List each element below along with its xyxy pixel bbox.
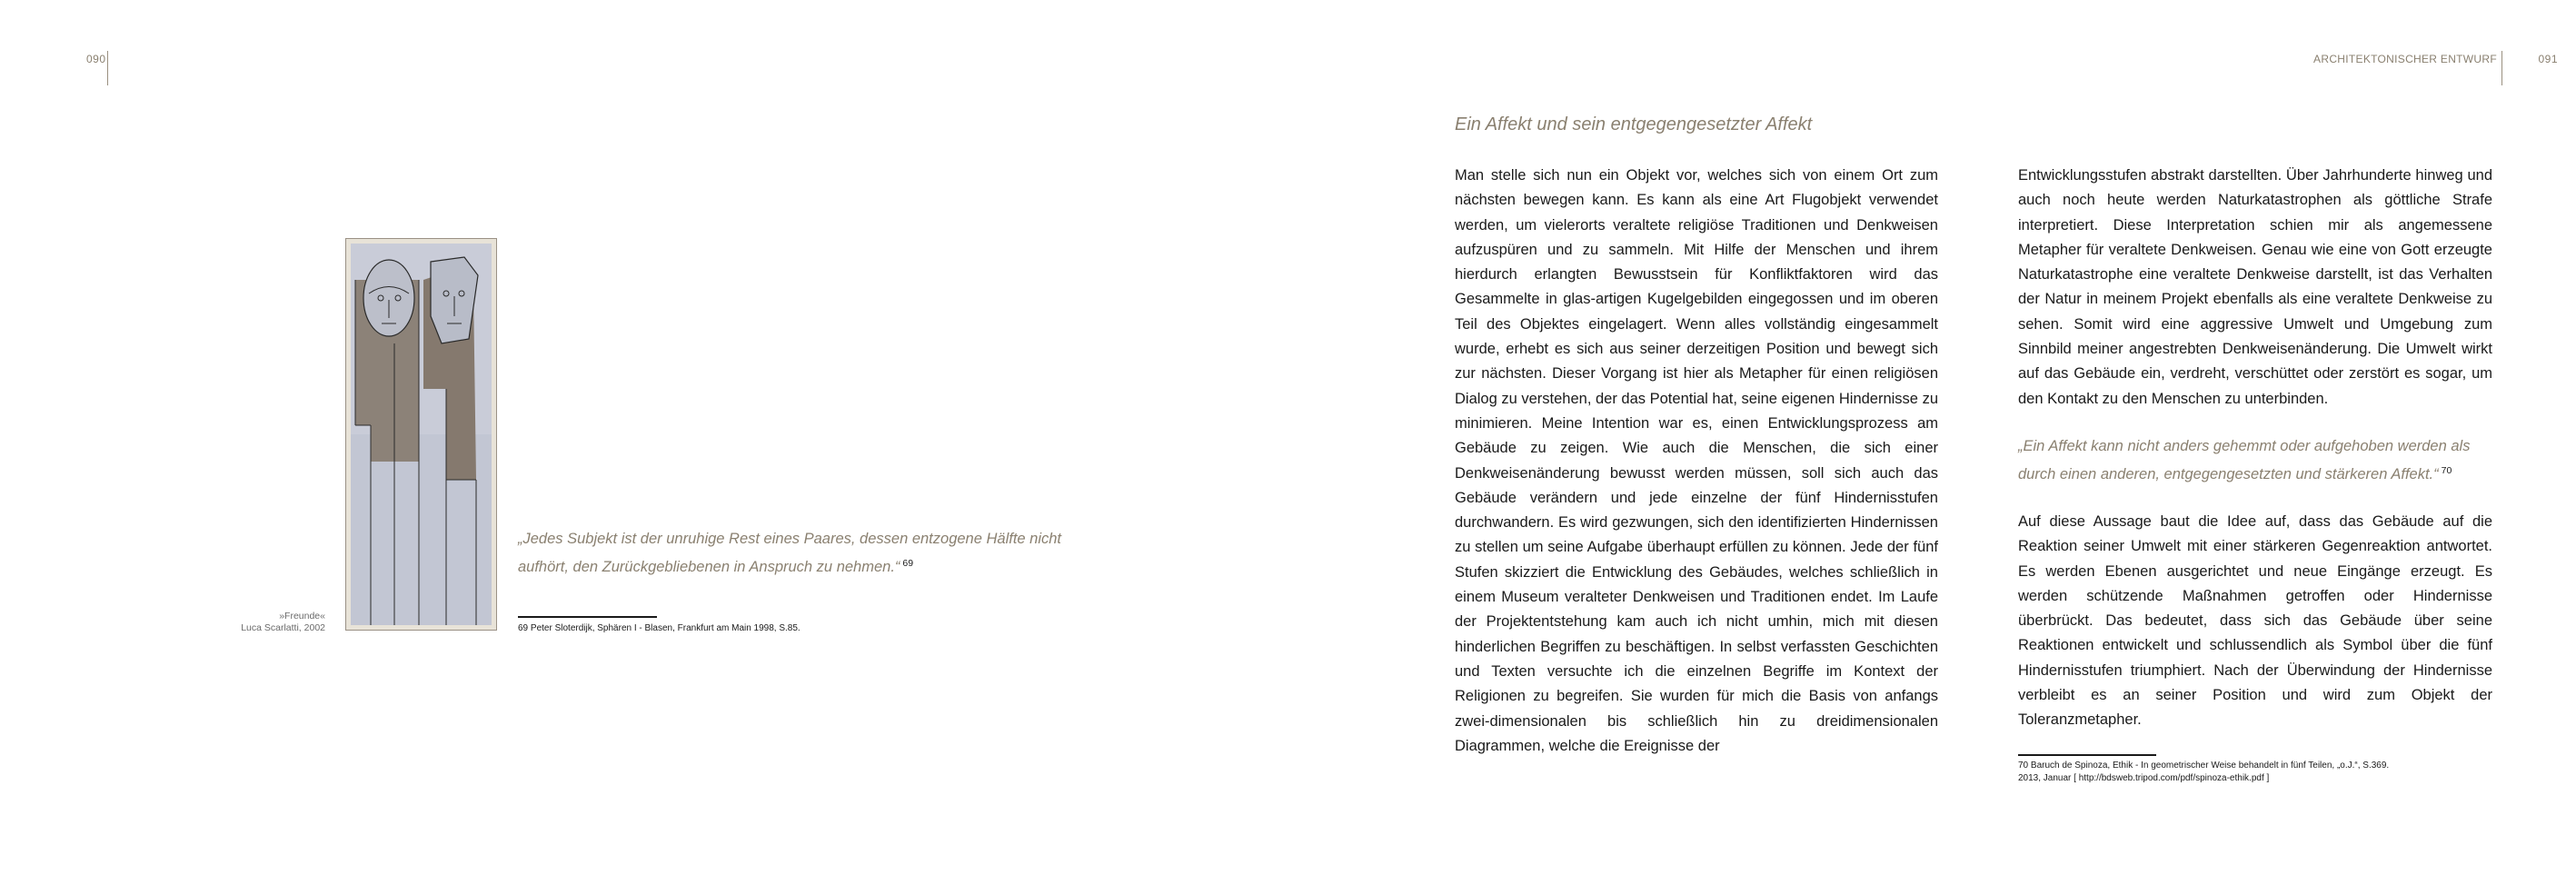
quote-text: „Jedes Subjekt ist der unruhige Rest eines Paares, dessen entzogene Hälfte nicht aufhört, den Zurückgebliebenen in Anspruch zu nehmen.“: [518, 531, 1062, 575]
image-caption: [177, 611, 325, 634]
quote-footnote-ref: 69: [902, 558, 914, 569]
page-number-right: 091: [2538, 53, 2558, 65]
artwork-freunde: [345, 238, 497, 631]
page-number-rule-left: [107, 51, 108, 85]
right-page: [1288, 0, 2576, 885]
footnote-69: 69 Peter Sloterdijk, Sphären I - Blasen, Frankfurt am Main 1998, S.85.: [518, 623, 801, 633]
footnote-70-line-1: 70 Baruch de Spinoza, Ethik - In geometrischer Weise behandelt in fünf Teilen, „o.J.“, S.369.: [2018, 761, 2390, 771]
caption-title: »Freunde«: [279, 611, 325, 621]
body-column-2-paragraph-2: Auf diese Aussage baut die Idee auf, dass das Gebäude auf die Reaktion seiner Umwelt mit einer stärkeren Gegenreaktion antwortet. Es werden Ebenen ausgerichtet und neue Eingänge erzeugt. Es werden schützende Maßnahmen getroffen oder Hindernisse überbrückt. Das bedeutet, dass sich das Gebäude über seine Reaktionen entwickelt und schlussendlich als Symbol über die fünf Hindernisstufen triumphiert. Nach der Überwindung der Hindernisse verbleibt es an seiner Position und wird zum Objekt der Toleranzmetapher.: [2018, 513, 2492, 729]
page-number-left: 090: [86, 53, 106, 65]
footnote-70: [2018, 760, 2563, 785]
inline-quote: [2018, 434, 2491, 487]
caption-artist: Luca Scarlatti, 2002: [241, 622, 325, 633]
quote-footnote-ref: 70: [2441, 465, 2452, 476]
footnote-70-line-2: 2013, Januar [ http://bdsweb.tripod.com/pdf/spinoza-ethik.pdf ]: [2018, 773, 2270, 783]
footnote-rule-right: [2018, 754, 2156, 756]
artwork-drawing: [351, 244, 492, 625]
page-number-rule-right: [2501, 51, 2502, 85]
body-column-1: Man stelle sich nun ein Objekt vor, welches sich von einem Ort zum nächsten bewegen kann. Es kann als eine Art Flugobjekt verwendet werden, um vielerorts veraltete religiöse Traditionen und Denkweisen aufzuspüren und zu sammeln. Mit Hilfe der Menschen und ihrem hierdurch erlangten Bewusstsein für Konfliktfaktoren wird das Gesammelte in glas-artigen Kugelgebilden eingegossen und im oberen Teil des Objektes eingelagert. Wenn alles vollständig eingesammelt wurde, erhebt es sich aus seiner derzeitigen Position und bewegt sich zur nächsten. Dieser Vorgang ist hier als Metapher für einen religiösen Dialog zu verstehen, der das Potential hat, seine eigenen Hindernisse zu minimieren. Meine Intention war es, einen Entwicklungsprozess am Gebäude zu zeigen. Wie auch die Menschen, die sich einer Denkweisenänderung bewusst werden müssen, soll sich auch das Gebäude verändern und jede einzelne der fünf Hindernisstufen durchwandern. Es wird gezwungen, sich den identifizierten Hindernissen zu stellen um seine Aufgabe überhaupt erfüllen zu können. Jede der fünf Stufen skizziert die Entwicklung des Gebäudes, welches schließlich in einem Museum veralteter Denkweisen und Traditionen endet. Im Laufe der Projektentstehung kam auch ich nicht umhin, mich mit diesen hinderlichen Begriffen zu beschäftigen. In selbst verfassten Geschichten und Texten versuchte ich die einzelnen Begriffe im Kontext der Religionen zu begreifen. Sie wurden für mich die Basis von anfangs zwei-dimensionalen bis schließlich hin zu dreidimensionalen Diagrammen, welche die Ereignisse der: [1455, 167, 1938, 754]
quote-text: „Ein Affekt kann nicht anders gehemmt oder aufgehoben werden als durch einen anderen, entgegengesetzten und stärkeren Affekt.“: [2018, 438, 2471, 482]
footnote-rule-left: [518, 616, 657, 618]
section-title: Ein Affekt und sein entgegengesetzter Affekt: [1455, 114, 1813, 134]
running-head: ARCHITEKTONISCHER ENTWURF: [2313, 53, 2497, 65]
body-column-2-paragraph-1: Entwicklungsstufen abstrakt darstellten. Über Jahrhunderte hinweg und auch noch heute werden Naturkatastrophen als göttliche Strafe interpretiert. Diese Interpretation schien mir als angemessene Metapher für veraltete Denkweisen. Genau wie eine von Gott erzeugte Naturkatastrophe eine veraltete Denkweise darstellt, ist das Verhalten der Natur in meinem Projekt ebenfalls als eine veraltete Denkweise zu sehen. Somit wird eine aggressive Umwelt und Umgebung zum Sinnbild meiner angestrebten Denkweisenänderung. Die Umwelt wirkt auf das Gebäude ein, verdreht, verschüttet oder zerstört es sogar, um den Kontakt zu den Menschen zu unterbinden.: [2018, 167, 2492, 407]
epigraph-quote: [518, 527, 1072, 580]
